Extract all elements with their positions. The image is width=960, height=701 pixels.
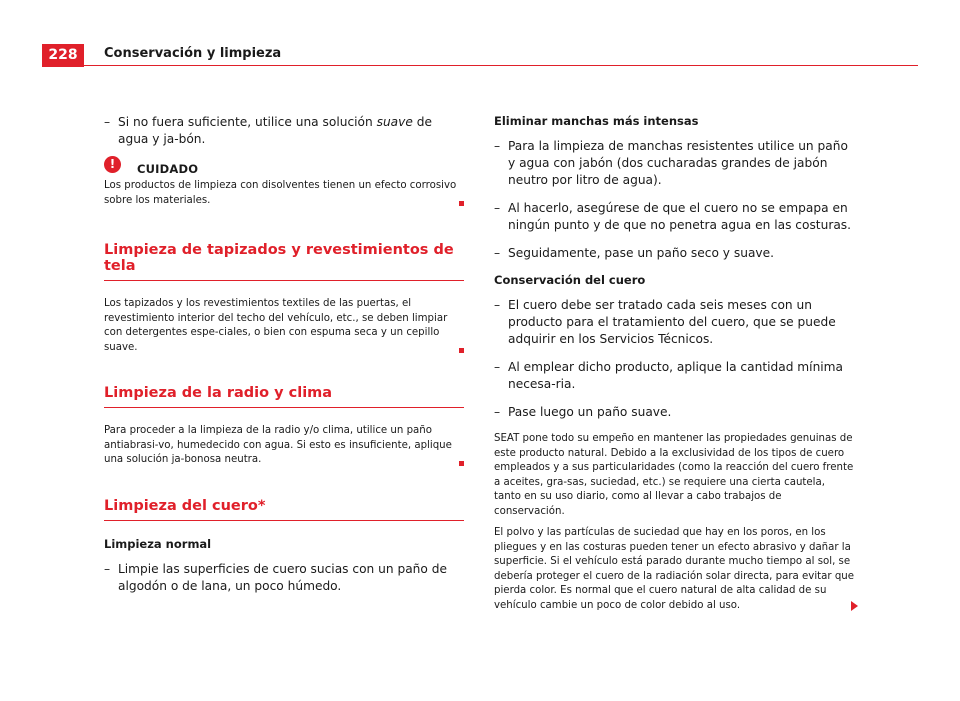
dash-bullet: – (494, 246, 501, 260)
section-text: Para proceder a la limpieza de la radio y/o clima, utilice un paño antiabrasi-vo, humedecido con agua. Si esto es insuficiente, aplique una solución ja-bonosa neutra. (104, 425, 452, 465)
section-text: Los tapizados y los revestimientos textiles de las puertas, el revestimiento interior del techo del vehículo, etc., se deben limpiar con detergentes espe-ciales, o bien con espuma seca y un cepillo suave. (104, 298, 448, 353)
list-item (494, 138, 854, 189)
paragraph-dust-block (494, 526, 854, 613)
section-title-radio: Limpieza de la radio y clima (104, 385, 464, 408)
exclamation-icon: ! (104, 156, 121, 173)
list-item (494, 297, 854, 348)
paragraph-seat-care: SEAT pone todo su empeño en mantener las propiedades genuinas de este producto natural. Debido a la exclusividad de los tipos de cuero empleados y a sus particularidades (como la reacción del cuero frente a aceites, gra-sas, suciedad, etc.) se requiere una cierta cautela, tanto en su uso diario, como al llevar a cabo trabajos de conservación. (494, 433, 854, 517)
list-item (104, 114, 464, 148)
list-item (494, 359, 854, 393)
section-title-upholstery: Limpieza de tapizados y revestimientos de tela (104, 242, 464, 281)
list-item-text: Limpie las superficies de cuero sucias con un paño de algodón o de lana, un poco húmedo. (118, 561, 447, 593)
paragraph-dust: El polvo y las partículas de suciedad que hay en los poros, en los pliegues y en las costuras pueden tener un efecto abrasivo y dañar la superficie. Si el vehículo está parado durante mucho tiempo al sol, se debería proteger el cuero de la radiación solar directa, para evitar que pierda color. Es normal que el cuero natural de alta calidad de su vehículo cambie un poco de color debido al uso. (494, 527, 855, 611)
dash-bullet: – (494, 405, 501, 419)
header-divider (84, 65, 918, 66)
list-item-text: Para la limpieza de manchas resistentes utilice un paño y agua con jabón (dos cucharadas grandes de jabón neutro por litro de agua). (508, 139, 848, 187)
subhead-stains: Eliminar manchas más intensas (494, 114, 699, 128)
subhead-normal-cleaning: Limpieza normal (104, 536, 212, 551)
list-item-text: Al emplear dicho producto, aplique la cantidad mínima necesa-ria. (508, 360, 844, 391)
subhead-leather-care: Conservación del cuero (494, 273, 646, 287)
section-radio-body (104, 424, 464, 468)
continue-arrow-icon (851, 601, 858, 611)
left-column (104, 114, 464, 606)
dash-bullet: – (494, 360, 501, 374)
caution-header (104, 156, 464, 176)
list-item (104, 561, 464, 595)
dash-bullet: – (494, 139, 501, 153)
list-item-text: Al hacerlo, asegúrese de que el cuero no se empapa en ningún punto y de que no penetra agua en las costuras. (508, 201, 852, 232)
dash-bullet: – (104, 115, 111, 129)
caution-text: Los productos de limpieza con disolventes tienen un efecto corrosivo sobre los materiales. (104, 180, 457, 206)
dash-bullet: – (104, 561, 111, 576)
caution-block (104, 179, 464, 208)
list-item (494, 245, 854, 262)
end-of-section-icon (459, 348, 464, 353)
dash-bullet: – (494, 201, 501, 215)
end-of-section-icon (459, 201, 464, 206)
list-item-text: Pase luego un paño suave. (508, 405, 672, 419)
page-header-title: Conservación y limpieza (104, 46, 282, 61)
dash-bullet: – (494, 298, 501, 312)
list-item (494, 404, 854, 421)
list-item-text: Si no fuera suficiente, utilice una solución suave de agua y ja-bón. (118, 115, 432, 146)
list-item (494, 200, 854, 234)
caution-title: CUIDADO (137, 162, 199, 176)
section-title-leather: Limpieza del cuero* (104, 498, 464, 521)
list-item-text: El cuero debe ser tratado cada seis meses con un producto para el tratamiento del cuero, que se puede adquirir en los Servicios Técnicos. (508, 298, 836, 346)
page-number: 228 (42, 44, 84, 67)
section-upholstery-body (104, 297, 464, 355)
end-of-section-icon (459, 461, 464, 466)
list-item-text: Seguidamente, pase un paño seco y suave. (508, 246, 775, 260)
right-column (494, 114, 854, 613)
